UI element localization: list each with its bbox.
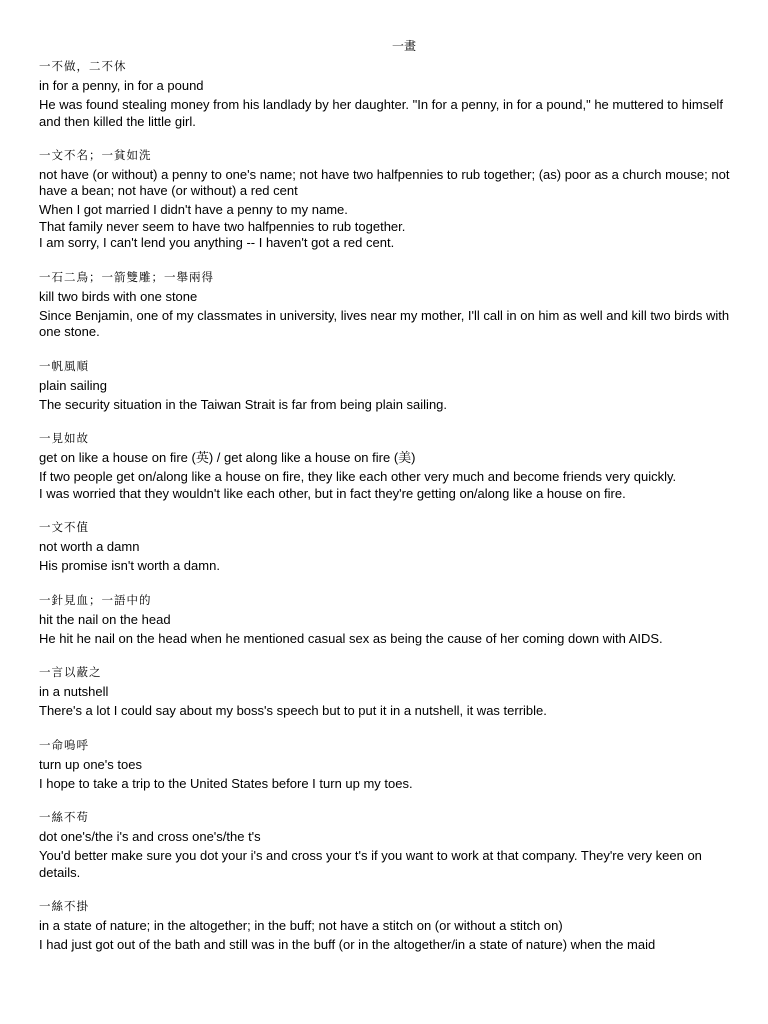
idiom-entry xyxy=(39,896,739,954)
english-equivalent: dot one's/the i's and cross one's/the t's xyxy=(39,829,261,844)
english-equivalent: kill two birds with one stone xyxy=(39,288,198,304)
page-title: 一畫 xyxy=(391,39,416,53)
example-sentence: I was worried that they wouldn't like each other, but in fact they're getting on/along like a house on fire. xyxy=(39,485,626,501)
chinese-idiom: 一命嗚呼 xyxy=(39,737,89,752)
example-sentence: You'd better make sure you dot your i's and cross your t's if you want to work at that company. They're very keen on details. xyxy=(39,848,702,880)
example-sentence: That family never seem to have two halfpennies to rub together. xyxy=(39,218,406,234)
example-sentence: His promise isn't worth a damn. xyxy=(39,558,220,573)
example-sentence: If two people get on/along like a house on fire, they like each other very much and become friends very quickly. xyxy=(39,469,677,484)
chinese-idiom: 一帆風順 xyxy=(39,358,89,373)
chinese-idiom: 一絲不苟 xyxy=(39,810,89,824)
english-equivalent: in for a penny, in for a pound xyxy=(39,78,204,93)
chinese-idiom: 一針見血；一語中的 xyxy=(39,592,152,607)
english-equivalent: in a nutshell xyxy=(39,684,109,699)
idiom-entry xyxy=(39,590,739,648)
idiom-entry xyxy=(39,267,739,341)
example-sentence: When I got married I didn't have a penny to my name. xyxy=(39,202,348,217)
english-equivalent: not worth a damn xyxy=(39,539,140,554)
example-sentence: I am sorry, I can't lend you anything -- I haven't got a red cent. xyxy=(39,235,395,250)
example-sentence: Since Benjamin, one of my classmates in university, lives near my mother, I'll call in on him as well and kill two birds with one stone. xyxy=(39,307,730,339)
idiom-entry xyxy=(39,145,739,252)
english-equivalent: not have (or without) a penny to one's name; not have two halfpennies to rub together; (as) poor as a church mouse; not have a bean; not have (or without) a red cent xyxy=(39,167,730,198)
chinese-idiom: 一見如故 xyxy=(39,431,89,445)
chinese-idiom: 一言以蔽之 xyxy=(39,665,102,679)
example-sentence: He was found stealing money from his landlady by her daughter. "In for a penny, in for a pound," he muttered to himself and then killed the little girl. xyxy=(39,97,723,129)
idiom-entry xyxy=(39,56,739,130)
chinese-idiom: 一石二鳥；一箭雙雕；一舉兩得 xyxy=(39,269,214,284)
chinese-idiom: 一文不值 xyxy=(39,520,89,534)
english-equivalent: get on like a house on fire (英) / get along like a house on fire (美) xyxy=(39,450,416,465)
english-equivalent: hit the nail on the head xyxy=(39,611,171,627)
chinese-idiom: 一不做，二不休 xyxy=(39,59,127,73)
idiom-entry xyxy=(39,428,739,502)
example-sentence: The security situation in the Taiwan Strait is far from being plain sailing. xyxy=(39,396,448,412)
chinese-idiom: 一文不名；一貧如洗 xyxy=(39,148,152,162)
idiom-entry xyxy=(39,356,739,414)
english-equivalent: turn up one's toes xyxy=(39,756,142,772)
chinese-idiom: 一絲不掛 xyxy=(39,899,89,913)
english-equivalent: plain sailing xyxy=(39,377,107,393)
idiom-entry xyxy=(39,662,739,720)
example-sentence: He hit he nail on the head when he mentioned casual sex as being the cause of her coming down with AIDS. xyxy=(39,630,663,646)
example-sentence: I had just got out of the bath and still was in the buff (or in the altogether/in a state of nature) when the maid xyxy=(39,937,656,952)
example-sentence: There's a lot I could say about my boss's speech but to put it in a nutshell, it was terrible. xyxy=(39,703,547,718)
idiom-entry xyxy=(39,735,739,793)
idiom-entry xyxy=(39,517,739,575)
english-equivalent: in a state of nature; in the altogether; in the buff; not have a stitch on (or without a stitch on) xyxy=(39,918,563,933)
document-page xyxy=(39,36,739,969)
example-sentence: I hope to take a trip to the United States before I turn up my toes. xyxy=(39,775,413,791)
idiom-entry xyxy=(39,807,739,881)
